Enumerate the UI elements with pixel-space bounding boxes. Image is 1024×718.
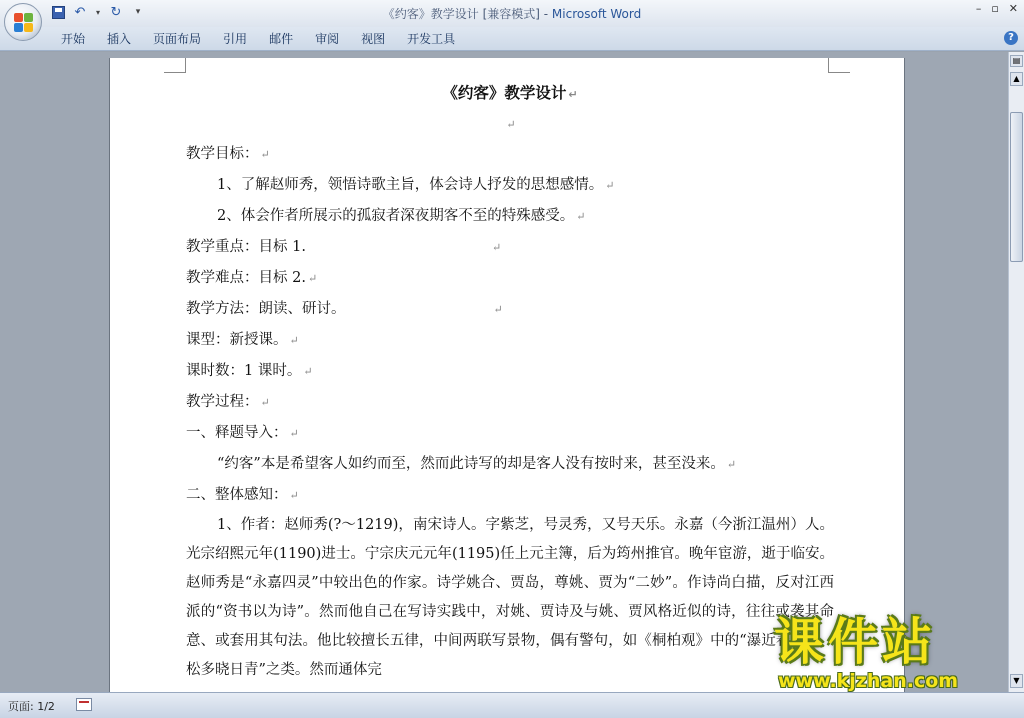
status-bar <box>0 692 1024 718</box>
document-name: 《约客》教学设计 [兼容模式] - <box>382 7 552 21</box>
doc-line: 教学目标： ↵ <box>186 146 270 162</box>
paragraph-mark-icon: ↵ <box>605 179 615 192</box>
doc-line: 二、整体感知： ↵ <box>186 487 299 503</box>
scroll-thumb[interactable] <box>1010 112 1023 262</box>
ruler-toggle-button[interactable]: ▤ <box>1010 55 1023 67</box>
document-workspace <box>0 52 1008 692</box>
paragraph-mark-icon: ↵ <box>491 241 502 254</box>
paragraph-mark-icon: ↵ <box>289 489 299 502</box>
doc-line: 课型：新授课。 ↵ <box>186 332 299 348</box>
scroll-up-button[interactable]: ▲ <box>1010 72 1023 86</box>
vertical-scrollbar[interactable] <box>1008 52 1024 692</box>
app-name: Microsoft Word <box>551 7 642 21</box>
minimize-button[interactable]: – <box>975 2 982 15</box>
ribbon-tabs <box>50 31 466 47</box>
scroll-down-button[interactable]: ▼ <box>1010 674 1023 688</box>
window-title <box>0 5 1024 22</box>
doc-line: 课时数：1 课时。 ↵ <box>186 363 313 379</box>
doc-line: 教学重点：目标 1. ↵ <box>186 239 502 255</box>
tab-home[interactable]: 开始 <box>61 32 86 46</box>
doc-line: 教学难点：目标 2. ↵ <box>186 270 318 286</box>
doc-line: 教学过程： ↵ <box>186 394 270 410</box>
proofing-icon[interactable] <box>76 698 92 711</box>
doc-line: “约客”本是希望客人如约而至，然而此诗写的却是客人没有按时来，甚至没来。 ↵ <box>217 456 737 472</box>
page-indicator[interactable]: 页面: 1/2 <box>8 700 55 713</box>
tab-references[interactable]: 引用 <box>223 32 248 46</box>
paragraph-mark-icon: ↵ <box>289 334 299 347</box>
redo-icon: ↻ <box>110 4 122 20</box>
tab-page-layout[interactable]: 页面布局 <box>153 32 202 46</box>
tab-view[interactable]: 视图 <box>361 32 386 46</box>
paragraph-mark-icon: ↵ <box>506 118 516 131</box>
document-page[interactable] <box>110 58 904 692</box>
doc-line: 1、了解赵师秀，领悟诗歌主旨，体会诗人抒发的思想感情。 ↵ <box>217 177 615 193</box>
paragraph-mark-icon: ↵ <box>576 210 586 223</box>
undo-icon: ↶ <box>74 4 86 20</box>
doc-line: 一、释题导入： ↵ <box>186 425 299 441</box>
paragraph-mark-icon: ↵ <box>568 88 578 101</box>
doc-line: 教学方法：朗读、研讨。 ↵ <box>186 301 503 317</box>
title-bar <box>0 0 1024 27</box>
tab-developer[interactable]: 开发工具 <box>407 32 456 46</box>
maximize-button[interactable]: ▫ <box>991 2 999 15</box>
watermark-logo <box>774 614 1006 692</box>
customize-icon: ▾ <box>135 7 141 17</box>
author-paragraph: 1、作者：赵师秀(?～1219)，南宋诗人。字紫芝，号灵秀，又号天乐。永嘉（今浙江温州）人。光宗绍熙元年(1190)进士。宁宗庆元元年(1195)任上元主簿，后为筠州推官。晚年宦游，逝于临安。赵师秀是“永嘉四灵”中较出色的作家。诗学姚合、贾岛，尊姚、贾为“二妙”。作诗尚白描，反对江西派的“资书以为诗”。然而他自己在写诗实践中，对姚、贾诗及与姚、贾风格近似的诗，往往或袭其命意、或套用其句法。他比较擅长五律，中间两联写景物，偶有警句，如《桐柏观》中的“瀑近春风湿，松多晓日青”之类。然而通体完 <box>186 517 834 678</box>
window-controls <box>976 2 1018 15</box>
office-logo-icon <box>14 13 34 33</box>
office-button[interactable] <box>4 3 42 41</box>
tab-mailings[interactable]: 邮件 <box>269 32 294 46</box>
tab-insert[interactable]: 插入 <box>107 32 132 46</box>
paragraph-mark-icon: ↵ <box>260 148 270 161</box>
watermark-url: www.kjzhan.com <box>778 670 959 692</box>
doc-line: 2、体会作者所展示的孤寂者深夜期客不至的特殊感受。 ↵ <box>217 208 586 224</box>
tab-review[interactable]: 审阅 <box>315 32 340 46</box>
paragraph-mark-icon: ↵ <box>493 303 503 316</box>
help-icon[interactable]: ? <box>1004 31 1018 45</box>
crop-mark-top-left <box>164 58 186 73</box>
ribbon-tabbar <box>0 27 1024 51</box>
paragraph-mark-icon: ↵ <box>303 365 313 378</box>
watermark-title: 课件站 <box>774 613 936 671</box>
empty-line <box>186 109 834 139</box>
paragraph-mark-icon: ↵ <box>726 458 737 471</box>
paragraph-mark-icon: ↵ <box>307 272 318 285</box>
paragraph-mark-icon: ↵ <box>260 396 270 409</box>
close-button[interactable]: ✕ <box>1008 2 1018 15</box>
chevron-down-icon: ▾ <box>95 7 100 17</box>
paragraph-mark-icon: ↵ <box>289 427 299 440</box>
document-title: 《约客》教学设计 ↵ <box>442 84 578 102</box>
crop-mark-top-right <box>828 58 850 73</box>
document-body[interactable] <box>186 78 834 685</box>
